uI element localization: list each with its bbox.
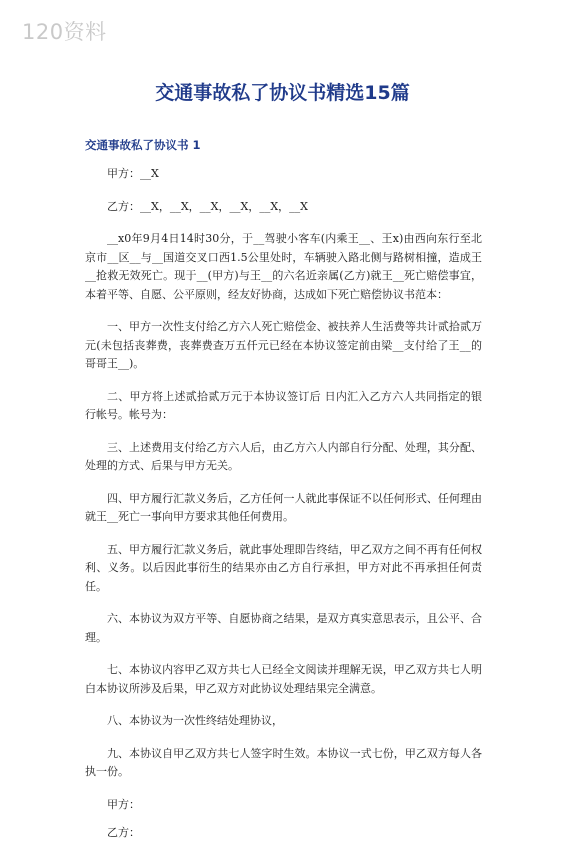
- clause-1: 一、甲方一次性支付给乙方六人死亡赔偿金、被扶养人生活费等共计贰拾贰万元(未包括丧葬费，丧葬费查万五仟元已经在本协议签定前由梁__支付给了王__的哥哥王__)。: [85, 320, 482, 370]
- watermark-logo: 120资料: [22, 20, 107, 44]
- document-body: [85, 165, 482, 853]
- signature-party-a: 甲方：: [107, 797, 140, 811]
- section-title: 交通事故私了协议书 1: [85, 138, 201, 152]
- clause-7: 七、本协议内容甲乙双方共七人已经全文阅读并理解无误，甲乙双方共七人明白本协议所涉及后果，甲乙双方对此协议处理结果完全满意。: [85, 663, 482, 695]
- clause-5: 五、甲方履行汇款义务后，就此事处理即告终结，甲乙双方之间不再有任何权利、义务。以后因此事衍生的结果亦由乙方自行承担，甲方对此不再承担任何责任。: [85, 542, 482, 593]
- accident-description: __x0年9月4日14时30分，于__驾驶小客车(内乘王__、王x)由西向东行至北京市__区__与__国道交叉口西1.5公里处时，车辆驶入路北侧与路树相撞，造成王__抢救无效死亡。现于__(甲方)与王__的六名近亲属(乙方)就王__死亡赔偿事宜，本着平等、自愿、公平原则，经友好协商，达成如下死亡赔偿协议书范本：: [85, 232, 482, 301]
- clause-4: 四、甲方履行汇款义务后，乙方任何一人就此事保证不以任何形式、任何理由就王__死亡一事向甲方要求其他任何费用。: [85, 491, 482, 523]
- clause-2: 二、甲方将上述贰拾贰万元于本协议签订后 日内汇入乙方六人共同指定的银行帐号。帐号为：: [85, 389, 482, 421]
- document-title: 交通事故私了协议书精选15篇: [155, 82, 410, 104]
- clause-8: 八、本协议为一次性终结处理协议，: [107, 714, 283, 727]
- party-b-line: 乙方：__X，__X，__X，__X，__X，__X: [107, 199, 308, 213]
- clause-6: 六、本协议为双方平等、自愿协商之结果，是双方真实意思表示，且公平、合理。: [85, 612, 482, 644]
- clause-3: 三、上述费用支付给乙方六人后，由乙方六人内部自行分配、处理，其分配、处理的方式、后果与甲方无关。: [85, 440, 482, 472]
- signature-party-b: 乙方：: [107, 826, 140, 839]
- party-a-line: 甲方：__X: [107, 167, 159, 180]
- clause-9: 九、本协议自甲乙双方共七人签字时生效。本协议一式七份，甲乙双方每人各执一份。: [85, 746, 482, 778]
